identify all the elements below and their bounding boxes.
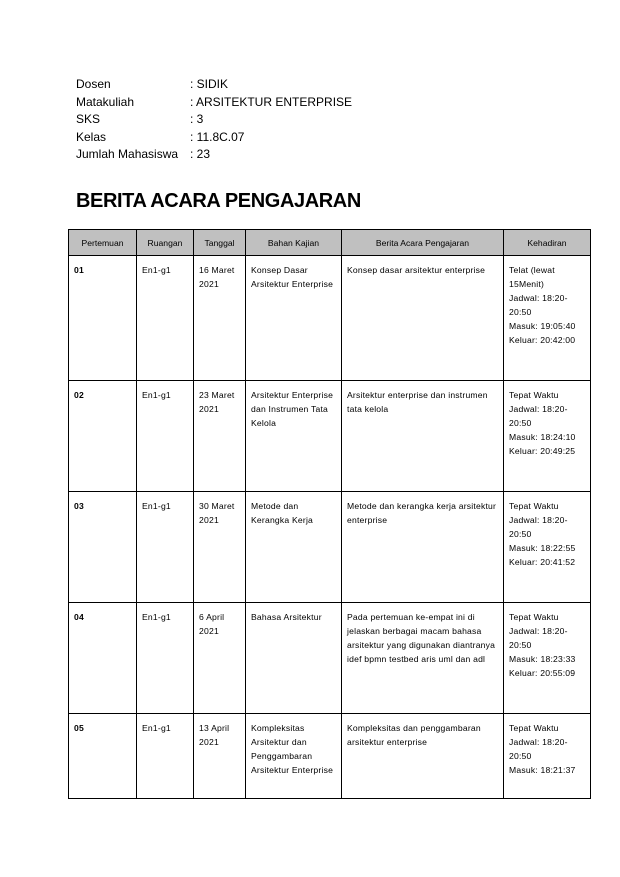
header-ruangan: Ruangan	[137, 230, 194, 256]
cell-pertemuan: 05	[69, 714, 137, 799]
cell-kehadiran	[504, 714, 591, 799]
teaching-record-table	[68, 229, 591, 799]
header-tanggal: Tanggal	[194, 230, 246, 256]
cell-berita-acara: Konsep dasar arsitektur enterprise	[342, 256, 504, 381]
cell-ruangan: En1-g1	[137, 381, 194, 492]
attendance-keluar: Keluar: 20:49:25	[509, 446, 576, 456]
cell-tanggal: 30 Maret 2021	[194, 492, 246, 603]
attendance-status: Tepat Waktu	[509, 612, 559, 622]
cell-bahan-kajian: Bahasa Arsitektur	[246, 603, 342, 714]
attendance-keluar: Keluar: 20:42:00	[509, 335, 576, 345]
cell-ruangan: En1-g1	[137, 714, 194, 799]
attendance-jadwal: Jadwal: 18:20-20:50	[509, 293, 568, 317]
cell-pertemuan: 02	[69, 381, 137, 492]
table-row	[69, 714, 591, 799]
cell-kehadiran	[504, 603, 591, 714]
header-pertemuan: Pertemuan	[69, 230, 137, 256]
info-label: Kelas	[76, 129, 107, 144]
attendance-jadwal: Jadwal: 18:20-20:50	[509, 515, 568, 539]
attendance-masuk: Masuk: 19:05:40	[509, 321, 576, 331]
cell-tanggal: 16 Maret 2021	[194, 256, 246, 381]
attendance-masuk: Masuk: 18:21:37	[509, 765, 576, 775]
info-label: Jumlah Mahasiswa	[76, 147, 179, 161]
cell-ruangan: En1-g1	[137, 256, 194, 381]
cell-berita-acara: Metode dan kerangka kerja arsitektur enterprise	[342, 492, 504, 603]
cell-pertemuan: 04	[69, 603, 137, 714]
info-row-dosen	[76, 76, 352, 94]
page-title: BERITA ACARA PENGAJARAN	[76, 190, 361, 212]
header-kehadiran: Kehadiran	[504, 230, 591, 256]
cell-bahan-kajian: Metode dan Kerangka Kerja	[246, 492, 342, 603]
info-value: : 11.8C.07	[190, 129, 245, 144]
course-info	[76, 76, 352, 164]
info-label: SKS	[76, 112, 101, 126]
info-value: : SIDIK	[190, 77, 229, 91]
attendance-jadwal: Jadwal: 18:20-20:50	[509, 737, 568, 761]
attendance-status: Telat (lewat 15Menit)	[509, 265, 555, 289]
header-bahan-kajian: Bahan Kajian	[246, 230, 342, 256]
info-label: Dosen	[76, 77, 111, 91]
cell-kehadiran	[504, 381, 591, 492]
attendance-jadwal: Jadwal: 18:20-20:50	[509, 626, 568, 650]
cell-pertemuan: 03	[69, 492, 137, 603]
attendance-masuk: Masuk: 18:24:10	[509, 432, 576, 442]
table-header-row	[69, 230, 591, 256]
attendance-keluar: Keluar: 20:41:52	[509, 557, 576, 567]
cell-kehadiran	[504, 256, 591, 381]
attendance-status: Tepat Waktu	[509, 390, 559, 400]
cell-tanggal: 6 April 2021	[194, 603, 246, 714]
cell-berita-acara: Pada pertemuan ke-empat ini di jelaskan berbagai macam bahasa arsitektur yang digunakan diantranya idef bpmn testbed aris uml dan adl	[342, 603, 504, 714]
cell-pertemuan: 01	[69, 256, 137, 381]
table-row	[69, 256, 591, 381]
cell-bahan-kajian: Kompleksitas Arsitektur dan Penggambaran Arsitektur Enterprise	[246, 714, 342, 799]
attendance-status: Tepat Waktu	[509, 501, 559, 511]
cell-kehadiran	[504, 492, 591, 603]
info-label: Matakuliah	[76, 94, 135, 109]
info-row-jumlah-mahasiswa	[76, 146, 352, 164]
header-berita-acara: Berita Acara Pengajaran	[342, 230, 504, 256]
cell-ruangan: En1-g1	[137, 492, 194, 603]
info-value: : 3	[190, 112, 204, 126]
info-value: : 23	[190, 147, 211, 161]
table-row	[69, 603, 591, 714]
info-row-sks	[76, 111, 352, 129]
info-row-matakuliah	[76, 94, 352, 112]
cell-berita-acara: Kompleksitas dan penggambaran arsitektur enterprise	[342, 714, 504, 799]
attendance-masuk: Masuk: 18:22:55	[509, 543, 576, 553]
cell-tanggal: 23 Maret 2021	[194, 381, 246, 492]
cell-ruangan: En1-g1	[137, 603, 194, 714]
cell-tanggal: 13 April 2021	[194, 714, 246, 799]
info-row-kelas	[76, 129, 352, 147]
attendance-jadwal: Jadwal: 18:20-20:50	[509, 404, 568, 428]
cell-bahan-kajian: Konsep Dasar Arsitektur Enterprise	[246, 256, 342, 381]
cell-bahan-kajian: Arsitektur Enterprise dan Instrumen Tata Kelola	[246, 381, 342, 492]
attendance-keluar: Keluar: 20:55:09	[509, 668, 576, 678]
attendance-status: Tepat Waktu	[509, 723, 559, 733]
attendance-masuk: Masuk: 18:23:33	[509, 654, 576, 664]
cell-berita-acara: Arsitektur enterprise dan instrumen tata kelola	[342, 381, 504, 492]
table-row	[69, 492, 591, 603]
info-value: : ARSITEKTUR ENTERPRISE	[190, 94, 353, 109]
table-row	[69, 381, 591, 492]
